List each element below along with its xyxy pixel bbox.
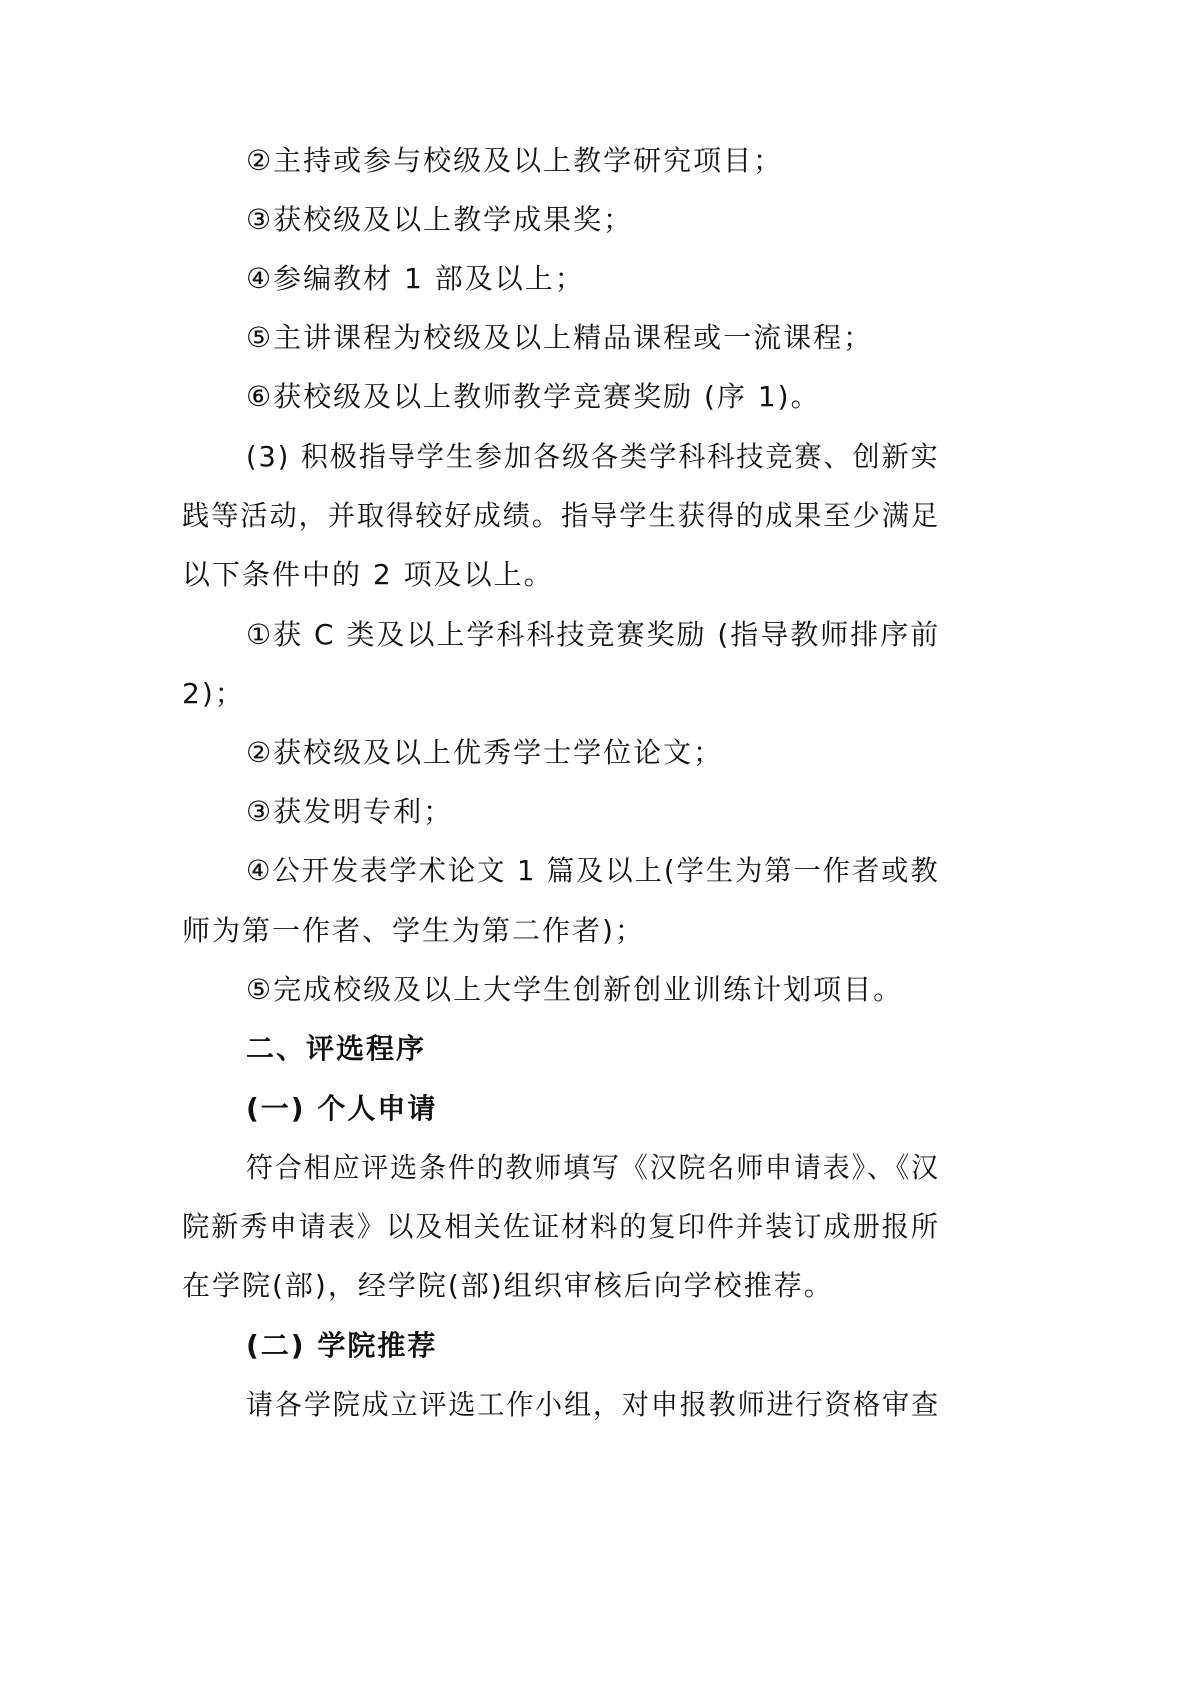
list-item: 2)； <box>182 677 245 710</box>
list-item: ①获 C 类及以上学科科技竞赛奖励 (指导教师排序前 <box>246 618 941 651</box>
section-heading: 二、评选程序 <box>246 1032 427 1065</box>
paragraph-line: 以下条件中的 2 项及以上。 <box>182 558 554 591</box>
list-item: ④参编教材 1 部及以上； <box>246 262 585 295</box>
paragraph-line: 院新秀申请表》以及相关佐证材料的复印件并装订成册报所 <box>182 1210 941 1243</box>
paragraph-line: (3) 积极指导学生参加各级各类学科科技竞赛、创新实 <box>246 440 940 473</box>
list-item: ②获校级及以上优秀学士学位论文； <box>246 736 724 769</box>
list-item: ⑤主讲课程为校级及以上精品课程或一流课程； <box>246 321 874 354</box>
list-item: ③获发明专利； <box>246 795 454 828</box>
list-item: ②主持或参与校级及以上教学研究项目； <box>246 144 784 177</box>
paragraph-line: 请各学院成立评选工作小组，对申报教师进行资格审查 <box>246 1388 941 1421</box>
subsection-heading: (一) 个人申请 <box>246 1092 438 1125</box>
list-item: 师为第一作者、学生为第二作者)； <box>182 914 645 947</box>
paragraph-line: 在学院(部)，经学院(部)组织审核后向学校推荐。 <box>182 1269 834 1302</box>
list-item: ⑥获校级及以上教师教学竞赛奖励 (序 1)。 <box>246 380 821 413</box>
paragraph-line: 符合相应评选条件的教师填写《汉院名师申请表》、《汉 <box>246 1151 941 1184</box>
paragraph-line: 践等活动，并取得较好成绩。指导学生获得的成果至少满足 <box>182 499 941 532</box>
subsection-heading: (二) 学院推荐 <box>246 1329 438 1362</box>
list-item: ⑤完成校级及以上大学生创新创业训练计划项目。 <box>246 973 904 1006</box>
list-item: ③获校级及以上教学成果奖； <box>246 203 634 236</box>
list-item: ④公开发表学术论文 1 篇及以上(学生为第一作者或教 <box>246 854 940 887</box>
